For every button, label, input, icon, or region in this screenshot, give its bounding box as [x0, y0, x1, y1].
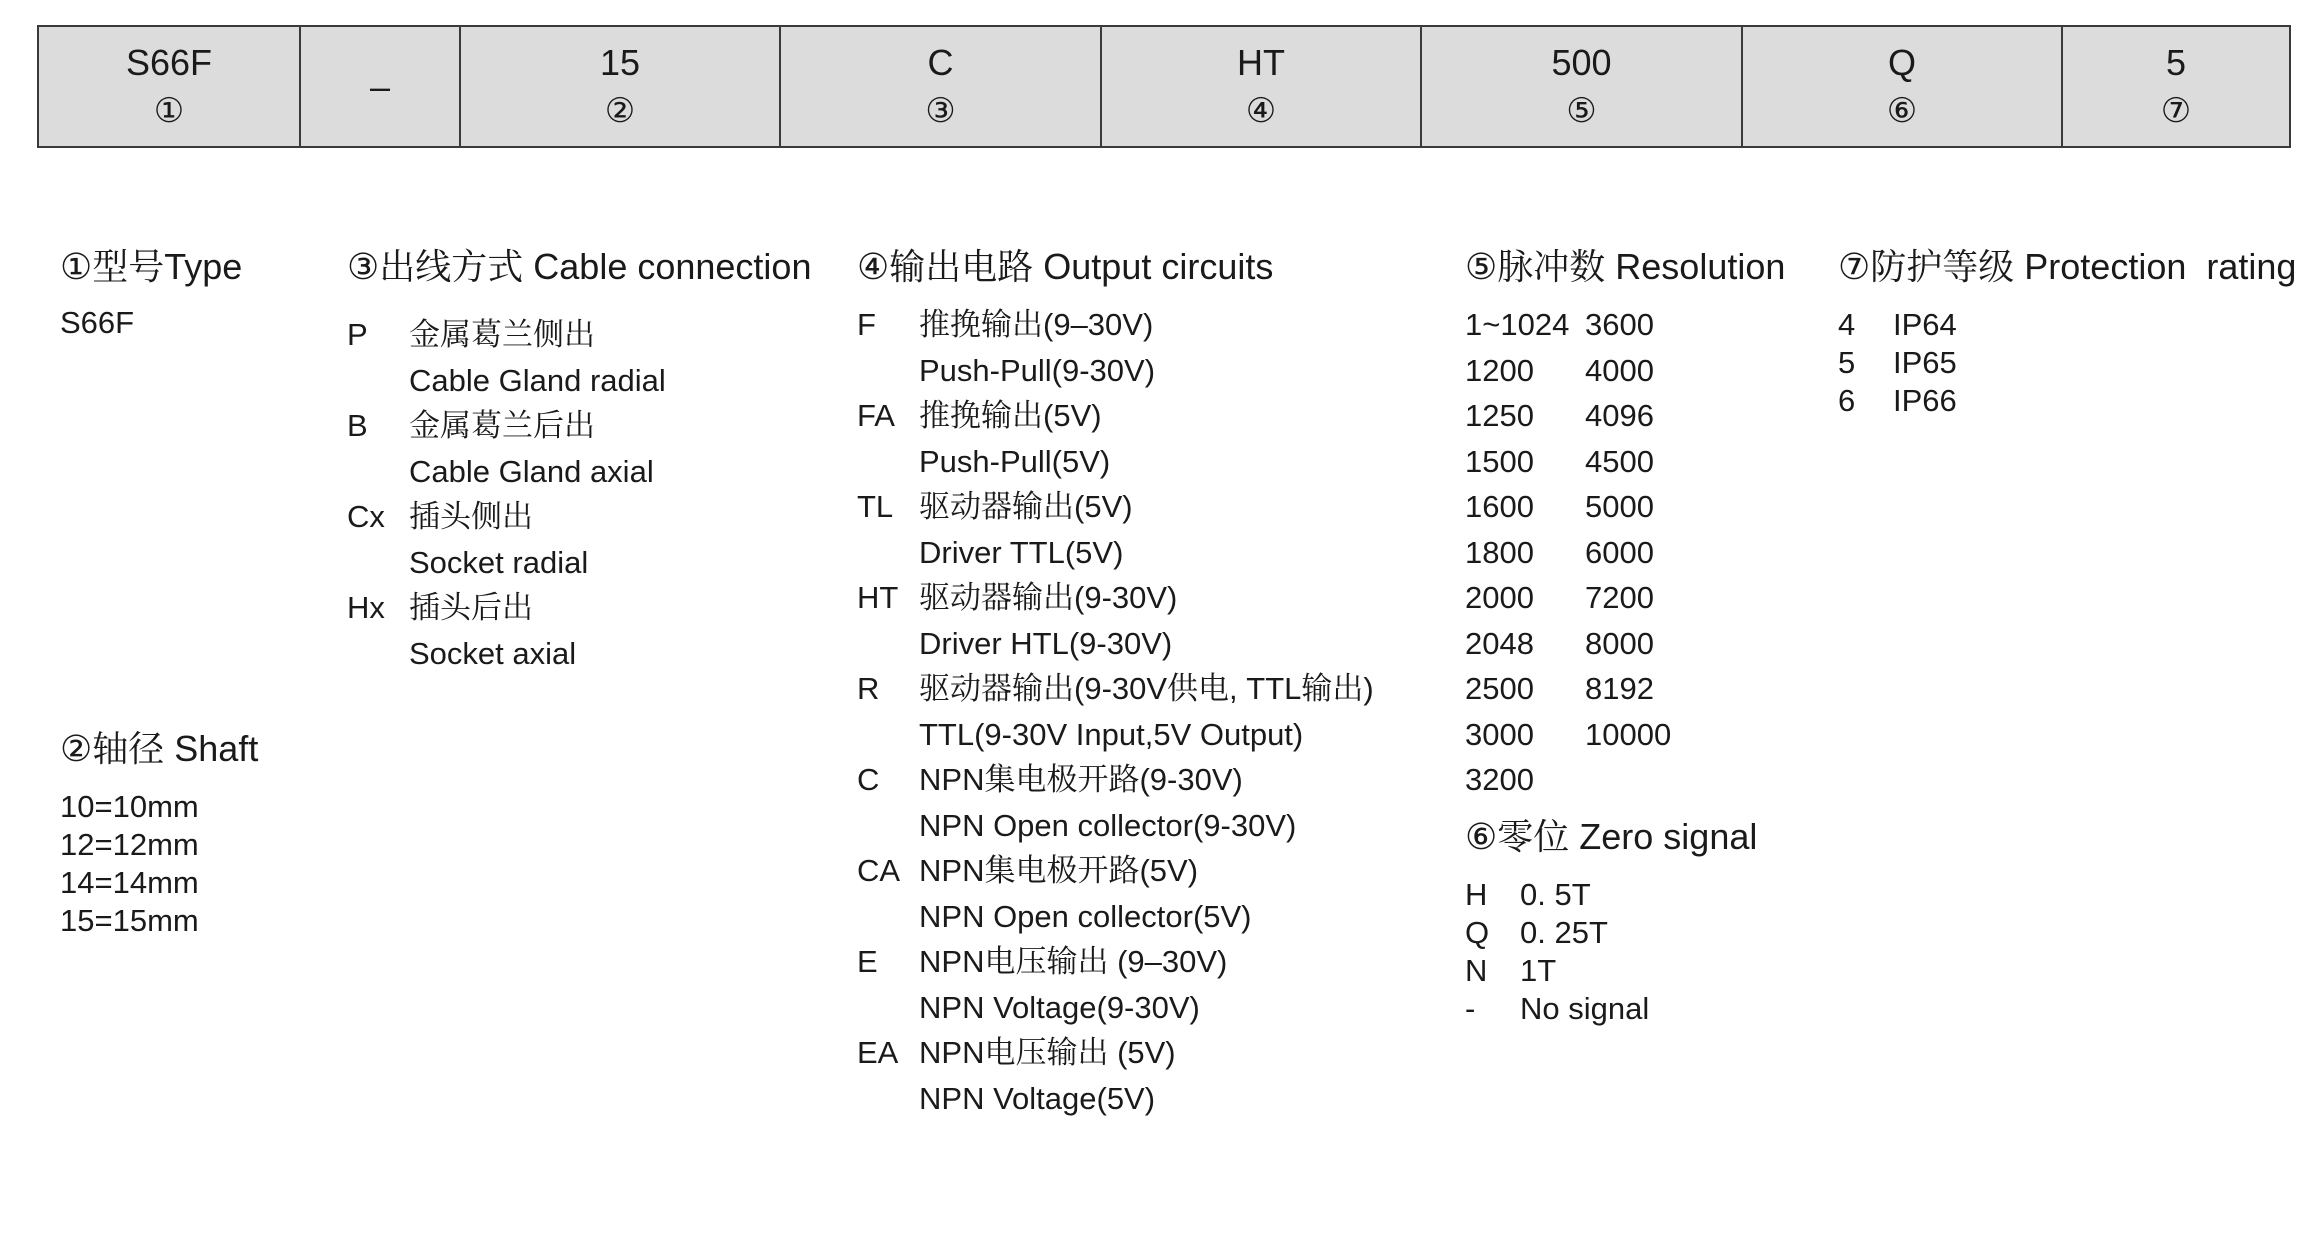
list-item — [1465, 990, 1757, 1028]
output-code: HT — [857, 580, 899, 615]
type-heading: ①型号Type — [60, 246, 243, 287]
table-row — [1465, 757, 1785, 803]
list-item — [1838, 382, 2296, 420]
code-index: ① — [153, 91, 185, 130]
resolution-value: 4500 — [1585, 443, 1654, 479]
zero-value: 0. 25T — [1520, 915, 1608, 950]
protection-code: 4 — [1838, 307, 1856, 342]
table-row — [1465, 666, 1785, 712]
cable-en: Cable Gland axial — [409, 453, 654, 489]
resolution-value: 1500 — [1465, 443, 1534, 479]
list-item — [857, 848, 1374, 939]
code-cell-shaft — [461, 27, 781, 146]
output-en: TTL(9-30V Input,5V Output) — [919, 716, 1304, 752]
code-cell-separator — [301, 27, 461, 146]
cable-list — [347, 312, 811, 676]
resolution-value: 2048 — [1465, 625, 1534, 661]
output-code: CA — [857, 853, 901, 888]
output-code: C — [857, 762, 880, 797]
zero-list — [1465, 876, 1757, 1028]
list-item — [347, 585, 811, 676]
code-index: ⑤ — [1566, 91, 1597, 130]
zero-value: 1T — [1520, 953, 1557, 988]
code-value: 500 — [1551, 41, 1612, 83]
resolution-value: 6000 — [1585, 534, 1654, 570]
resolution-value: 5000 — [1585, 489, 1654, 524]
resolution-value: 1800 — [1465, 534, 1534, 570]
resolution-value: 3200 — [1465, 762, 1534, 797]
zero-code: N — [1465, 953, 1488, 988]
list-item: 12=12mm — [60, 827, 199, 862]
resolution-value: 4096 — [1585, 398, 1654, 433]
list-item: 15=15mm — [60, 903, 199, 938]
output-code: TL — [857, 489, 894, 524]
output-code: F — [857, 307, 876, 342]
code-cell-type — [39, 27, 301, 146]
zero-value: No signal — [1520, 991, 1650, 1026]
output-cn: NPN电压输出 (9–30V) — [919, 944, 1228, 979]
table-row — [1465, 621, 1785, 667]
code-index: ④ — [1245, 91, 1277, 130]
cable-cn: 金属葛兰侧出 — [409, 317, 595, 352]
output-code: R — [857, 671, 880, 706]
output-section — [857, 240, 1374, 1121]
zero-code: Q — [1465, 915, 1490, 950]
output-en: NPN Open collector(9-30V) — [919, 807, 1297, 843]
protection-value: IP66 — [1893, 383, 1957, 418]
cable-cn: 插头后出 — [409, 590, 533, 625]
output-code: FA — [857, 398, 895, 433]
code-value: C — [927, 41, 954, 83]
output-en: NPN Open collector(5V) — [919, 898, 1252, 934]
output-cn: NPN集电极开路(5V) — [919, 853, 1199, 888]
output-en: NPN Voltage(9-30V) — [919, 989, 1200, 1025]
list-item — [857, 484, 1374, 575]
zero-value: 0. 5T — [1520, 877, 1591, 912]
zero-code: - — [1465, 991, 1476, 1026]
protection-code: 5 — [1838, 345, 1856, 380]
code-cell-protection — [2063, 27, 2289, 146]
output-code: E — [857, 944, 878, 979]
list-item — [857, 757, 1374, 848]
resolution-value: 1250 — [1465, 398, 1534, 433]
output-cn: 推挽输出(5V) — [919, 398, 1102, 433]
list-item — [857, 302, 1374, 393]
list-item — [1838, 306, 2296, 344]
zero-heading: ⑥零位 Zero signal — [1465, 816, 1758, 857]
list-item — [1838, 344, 2296, 382]
resolution-value: 1600 — [1465, 489, 1534, 524]
shaft-heading: ②轴径 Shaft — [60, 728, 259, 769]
output-en: Driver HTL(9-30V) — [919, 625, 1173, 661]
list-item — [1465, 876, 1757, 914]
list-item — [347, 494, 811, 585]
list-item — [857, 1030, 1374, 1121]
cable-en: Socket radial — [409, 544, 589, 580]
output-list — [857, 302, 1374, 1121]
output-code: EA — [857, 1035, 899, 1070]
protection-list — [1838, 306, 2296, 420]
output-cn: 驱动器输出(9-30V) — [919, 580, 1178, 615]
table-row — [1465, 348, 1785, 394]
code-cell-resolution — [1422, 27, 1743, 146]
cable-section — [347, 240, 811, 676]
cable-code: P — [347, 317, 368, 352]
code-value: 15 — [599, 41, 641, 83]
code-value: 5 — [2165, 41, 2187, 83]
table-row — [1465, 439, 1785, 485]
cable-cn: 插头侧出 — [409, 499, 533, 534]
table-row — [1465, 393, 1785, 439]
table-row — [1465, 530, 1785, 576]
cable-cn: 金属葛兰后出 — [409, 408, 595, 443]
code-value: HT — [1237, 41, 1285, 83]
resolution-value: 1~1024 — [1465, 307, 1570, 342]
resolution-value: 2500 — [1465, 671, 1534, 706]
cable-heading: ③出线方式 Cable connection — [347, 246, 812, 287]
shaft-section — [60, 722, 258, 940]
cable-code: Hx — [347, 590, 385, 625]
cable-en: Cable Gland radial — [409, 362, 666, 398]
list-item: 14=14mm — [60, 865, 199, 900]
output-cn: 驱动器输出(5V) — [919, 489, 1133, 524]
shaft-list — [60, 788, 258, 940]
resolution-value: 8000 — [1585, 625, 1654, 661]
list-item — [857, 393, 1374, 484]
output-cn: 驱动器输出(9-30V供电, TTL输出) — [919, 671, 1374, 706]
code-index: ⑥ — [1886, 91, 1918, 130]
ordering-code-table — [37, 25, 2291, 148]
output-cn: NPN电压输出 (5V) — [919, 1035, 1176, 1070]
output-heading: ④输出电路 Output circuits — [857, 246, 1274, 287]
list-item — [347, 312, 811, 403]
resolution-value: 3000 — [1465, 716, 1534, 752]
resolution-value: 7200 — [1585, 580, 1654, 615]
resolution-value: 10000 — [1585, 716, 1672, 752]
protection-value: IP64 — [1893, 307, 1957, 342]
code-value: Q — [1887, 41, 1916, 83]
zero-code: H — [1465, 877, 1488, 912]
table-row — [1465, 484, 1785, 530]
output-cn: 推挽输出(9–30V) — [919, 307, 1154, 342]
code-index: ② — [604, 91, 636, 130]
protection-code: 6 — [1838, 383, 1856, 418]
protection-section — [1838, 240, 2296, 420]
cable-code: B — [347, 408, 368, 443]
code-cell-output — [1102, 27, 1422, 146]
resolution-value: 1200 — [1465, 352, 1534, 388]
output-en: Push-Pull(5V) — [919, 443, 1111, 479]
table-row — [1465, 575, 1785, 621]
list-item — [1465, 914, 1757, 952]
table-row — [1465, 712, 1785, 758]
protection-heading: ⑦防护等级 Protection rating — [1838, 246, 2297, 287]
list-item — [857, 575, 1374, 666]
list-item: 10=10mm — [60, 789, 199, 824]
resolution-heading: ⑤脉冲数 Resolution — [1465, 246, 1786, 287]
cable-en: Socket axial — [409, 635, 577, 671]
output-en: NPN Voltage(5V) — [919, 1080, 1156, 1116]
code-value: – — [369, 65, 391, 107]
code-index: ⑦ — [2160, 91, 2192, 130]
code-index: ③ — [925, 91, 956, 130]
output-en: Push-Pull(9-30V) — [919, 352, 1156, 388]
zero-section — [1465, 810, 1757, 1028]
type-value: S66F — [60, 305, 135, 340]
resolution-section — [1465, 240, 1785, 803]
resolution-value: 8192 — [1585, 671, 1654, 706]
output-cn: NPN集电极开路(9-30V) — [919, 762, 1243, 797]
resolution-table — [1465, 302, 1785, 803]
code-value: S66F — [125, 41, 213, 83]
code-cell-zero — [1743, 27, 2063, 146]
code-cell-cable — [781, 27, 1102, 146]
resolution-value: 4000 — [1585, 352, 1654, 388]
resolution-value: 3600 — [1585, 307, 1654, 342]
protection-value: IP65 — [1893, 345, 1957, 380]
cable-code: Cx — [347, 499, 385, 534]
table-row — [1465, 302, 1785, 348]
list-item — [347, 403, 811, 494]
list-item — [857, 939, 1374, 1030]
output-en: Driver TTL(5V) — [919, 534, 1124, 570]
resolution-value: 2000 — [1465, 580, 1534, 615]
type-section — [60, 240, 242, 342]
list-item — [1465, 952, 1757, 990]
list-item — [857, 666, 1374, 757]
